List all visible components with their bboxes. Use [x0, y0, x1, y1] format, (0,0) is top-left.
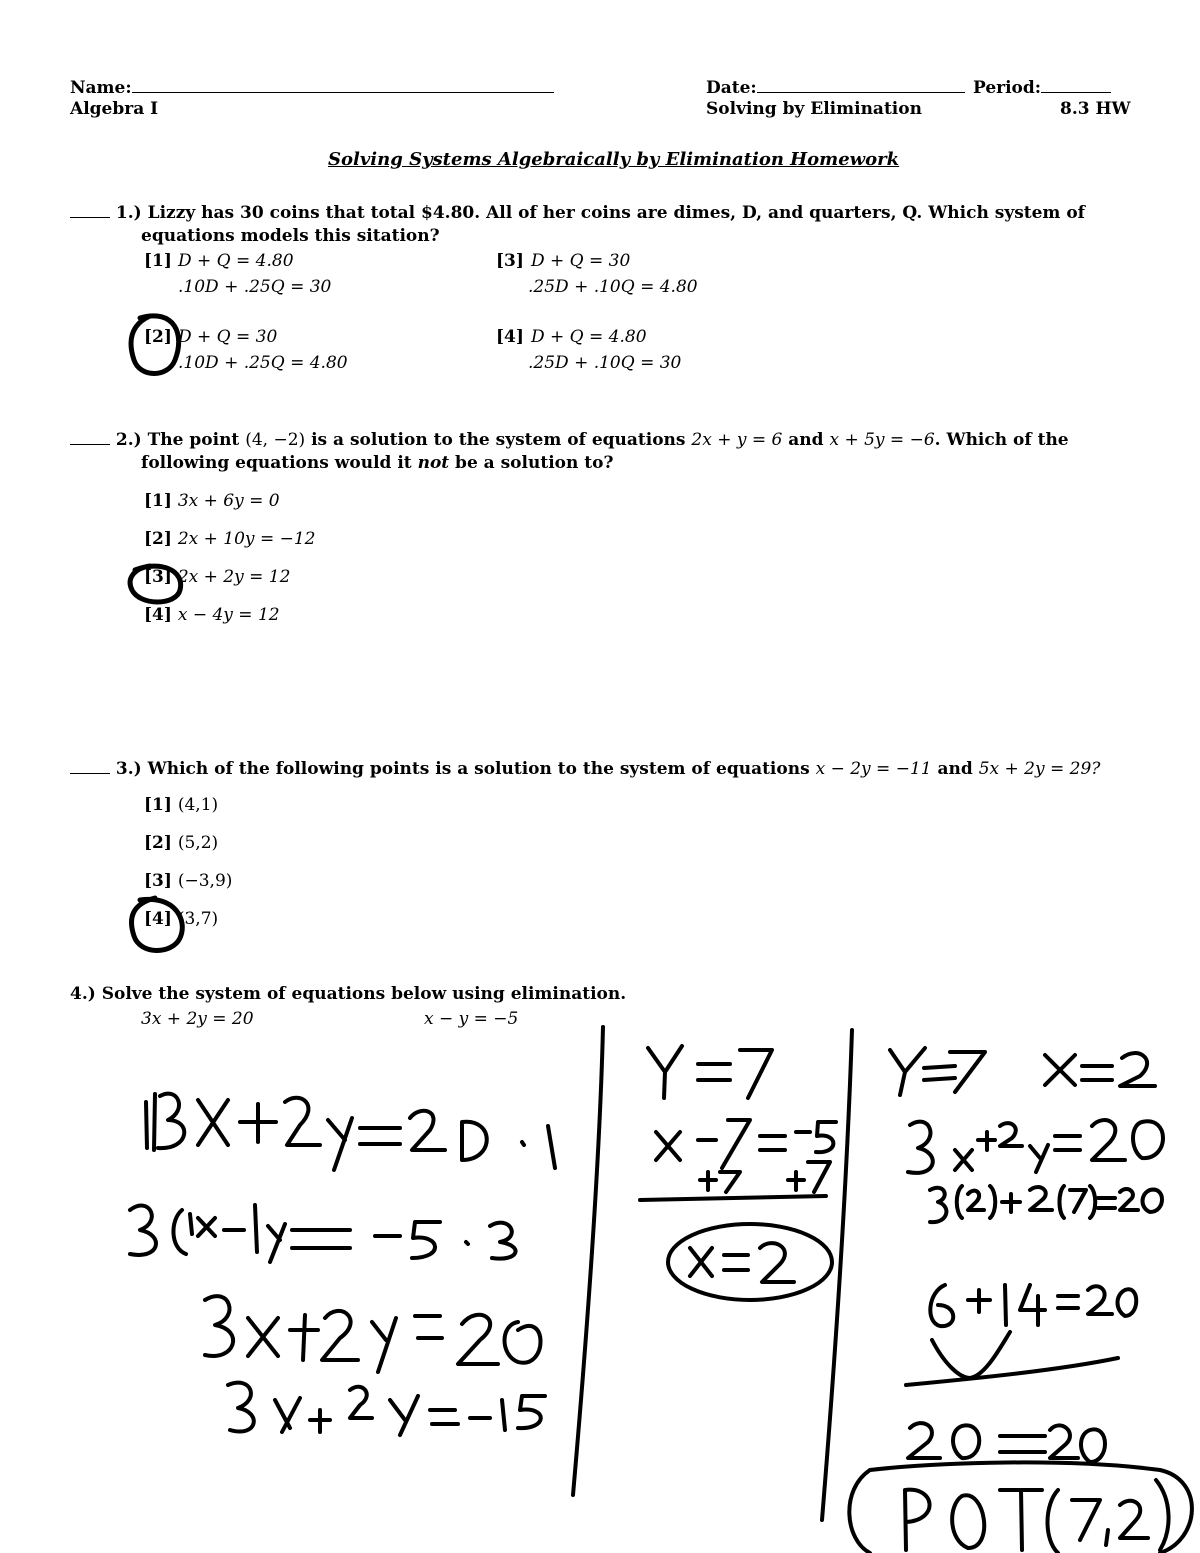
q3-option-3-pt: (−3,9): [177, 871, 233, 891]
period-label: Period:: [973, 78, 1042, 98]
q3-and: and: [937, 759, 973, 779]
q2-line2-a: following equations would it: [141, 453, 418, 473]
q2-option-4: [144, 607, 280, 624]
q3-option-2-pt: (5,2): [177, 833, 219, 853]
q1-option-2-eq2: .10D + .25Q = 4.80: [178, 353, 348, 373]
q2-option-4-eq: x − 4y = 12: [177, 605, 280, 625]
q1-option-2-eq1: D + Q = 30: [178, 327, 278, 347]
q1-text-line2: equations models this sitation?: [141, 226, 440, 246]
q1-answer-blank[interactable]: [70, 203, 110, 218]
q3-option-1-label: [1]: [144, 795, 172, 815]
q1-option-4-label: [4]: [496, 327, 524, 347]
q2-option-2-eq: 2x + 10y = −12: [177, 529, 316, 549]
name-blank[interactable]: [132, 78, 554, 93]
work-col3-answer: [849, 1462, 1192, 1553]
work-col1-line1: [146, 1094, 555, 1170]
date-field: [706, 78, 965, 97]
work-col1-line4: [228, 1383, 545, 1435]
hw-code: 8.3 HW: [1060, 99, 1131, 119]
period-blank[interactable]: [1041, 78, 1111, 93]
q2-option-3: [144, 569, 290, 586]
work-col3-line5: [908, 1423, 1105, 1462]
q2-option-3-eq: 2x + 2y = 12: [177, 567, 291, 587]
q2-text-c: . Which of the: [934, 430, 1069, 450]
work-col2-line1: [648, 1046, 772, 1098]
q2-option-1-label: [1]: [144, 491, 172, 511]
course-label: Algebra I: [70, 99, 159, 119]
q1-option-4-eq1: D + Q = 4.80: [531, 327, 647, 347]
work-col2-line2: [656, 1120, 836, 1168]
q3-stem: [70, 759, 1100, 778]
q4-text: Solve the system of equations below using elimination.: [101, 984, 627, 1004]
date-blank[interactable]: [757, 78, 965, 93]
worksheet-title: Solving Systems Algebraically by Elimination Homework: [328, 149, 900, 170]
q3-option-2-label: [2]: [144, 833, 172, 853]
q2-answer-blank[interactable]: [70, 430, 110, 445]
q4-stem: [70, 986, 626, 1003]
q1-option-3-eq1: D + Q = 30: [531, 251, 631, 271]
topic-label: Solving by Elimination: [706, 99, 922, 119]
q2-text-b: is a solution to the system of equations: [305, 430, 692, 450]
q1-option-3-eq2: .25D + .10Q = 4.80: [528, 277, 698, 297]
q1-text-line1: Lizzy has 30 coins that total $4.80. All of her coins are dimes, D, and quarters, Q. Which system of: [147, 203, 1085, 223]
q3-eq-a: x − 2y = −11: [815, 759, 932, 779]
q2-not: not: [417, 453, 450, 473]
q3-text-a: Which of the following points is a solution to the system of equations: [147, 759, 816, 779]
name-label: Name:: [70, 78, 132, 98]
q1-option-4-eq2: .25D + .10Q = 30: [528, 353, 682, 373]
q2-number: 2.): [115, 430, 142, 450]
work-divider-right: [822, 1030, 852, 1520]
q3-option-1-pt: (4,1): [177, 795, 219, 815]
name-field: [70, 78, 554, 97]
q3-option-4-pt: (3,7): [177, 909, 219, 929]
q3-option-3: [144, 873, 232, 890]
q2-stem: [70, 430, 1069, 449]
work-col2-line3: [640, 1162, 830, 1200]
work-col1-line2: [130, 1205, 516, 1262]
q2-text-a: The point: [147, 430, 246, 450]
q3-option-1: [144, 797, 218, 814]
q2-line2: [141, 455, 613, 472]
q1-option-1-eq2: .10D + .25Q = 30: [178, 277, 332, 297]
work-col3-check: [906, 1332, 1118, 1385]
work-col2-answer: [668, 1224, 832, 1300]
q4-number: 4.): [70, 984, 96, 1004]
q2-eq-a: 2x + y = 6: [691, 430, 783, 450]
q3-answer-blank[interactable]: [70, 759, 110, 774]
q2-option-1: [144, 493, 280, 510]
q2-option-2: [144, 531, 315, 548]
date-label: Date:: [706, 78, 757, 98]
q2-point: (4, −2): [245, 430, 306, 450]
work-col3-line2: [908, 1120, 1163, 1173]
q3-number: 3.): [115, 759, 142, 779]
q3-option-2: [144, 835, 218, 852]
q2-and: and: [788, 430, 824, 450]
q3-option-3-label: [3]: [144, 871, 172, 891]
work-divider-left: [573, 1027, 603, 1495]
q1-stem: [70, 203, 1085, 222]
q4-eq1: 3x + 2y = 20: [141, 1009, 254, 1029]
work-col3-line1: [890, 1048, 1155, 1095]
q1-option-1-eq1: D + Q = 4.80: [178, 251, 294, 271]
q3-option-4-label: [4]: [144, 909, 172, 929]
q1-option-3-label: [3]: [496, 251, 524, 271]
q1-number: 1.): [115, 203, 142, 223]
q2-line2-b: be a solution to?: [449, 453, 614, 473]
q4-eq2: x − y = −5: [424, 1009, 519, 1029]
q1-option-1-label: [1]: [144, 251, 172, 271]
q2-option-3-label: [3]: [144, 567, 172, 587]
q2-option-1-eq: 3x + 6y = 0: [177, 491, 280, 511]
period-field: [973, 78, 1111, 97]
work-col3-line3: [930, 1186, 1162, 1222]
work-col3-line4: [930, 1285, 1136, 1326]
q1-option-2-label: [2]: [144, 327, 172, 347]
q3-option-4: [144, 911, 218, 928]
work-col1-line3: [205, 1296, 541, 1372]
q2-option-2-label: [2]: [144, 529, 172, 549]
q3-eq-b: 5x + 2y = 29?: [978, 759, 1101, 779]
q2-option-4-label: [4]: [144, 605, 172, 625]
q2-eq-b: x + 5y = −6: [829, 430, 935, 450]
